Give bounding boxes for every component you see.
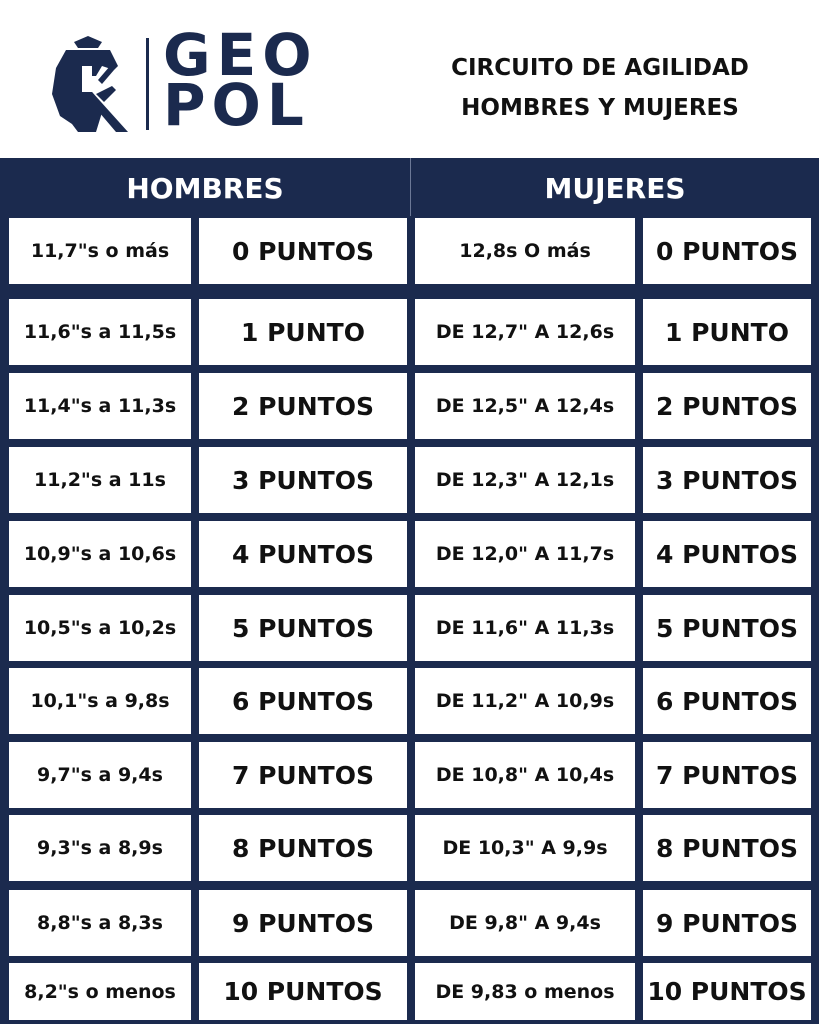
women-points-cell: 0 PUNTOS xyxy=(643,218,811,284)
score-table xyxy=(0,158,819,1024)
men-points-cell: 9 PUNTOS xyxy=(199,890,407,956)
women-points-cell: 9 PUNTOS xyxy=(643,890,811,956)
women-points-cell: 6 PUNTOS xyxy=(643,668,811,734)
women-points-cell: 7 PUNTOS xyxy=(643,742,811,808)
men-time-cell: 8,2"s o menos xyxy=(9,963,191,1020)
women-time-cell: DE 10,3" A 9,9s xyxy=(415,815,635,881)
page-title xyxy=(410,48,790,128)
men-time-cell: 11,2"s a 11s xyxy=(9,447,191,513)
women-time-cell: DE 11,2" A 10,9s xyxy=(415,668,635,734)
men-points-cell: 4 PUNTOS xyxy=(199,521,407,587)
men-points-cell: 5 PUNTOS xyxy=(199,595,407,661)
men-points-cell: 7 PUNTOS xyxy=(199,742,407,808)
women-time-cell: DE 9,8" A 9,4s xyxy=(415,890,635,956)
men-time-cell: 9,7"s a 9,4s xyxy=(9,742,191,808)
women-time-cell: DE 12,7" A 12,6s xyxy=(415,299,635,365)
men-points-cell: 0 PUNTOS xyxy=(199,218,407,284)
men-points-cell: 2 PUNTOS xyxy=(199,373,407,439)
title-line-2: HOMBRES Y MUJERES xyxy=(461,95,739,121)
men-time-cell: 11,4"s a 11,3s xyxy=(9,373,191,439)
column-header-men: HOMBRES xyxy=(126,172,284,205)
header xyxy=(0,0,819,158)
men-time-cell: 11,6"s a 11,5s xyxy=(9,299,191,365)
men-time-cell: 8,8"s a 8,3s xyxy=(9,890,191,956)
men-time-cell: 10,1"s a 9,8s xyxy=(9,668,191,734)
column-header-women: MUJERES xyxy=(544,172,686,205)
police-helmet-logo-icon xyxy=(52,36,132,132)
women-time-cell: DE 9,83 o menos xyxy=(415,963,635,1020)
logo-divider xyxy=(146,38,149,130)
women-time-cell: DE 10,8" A 10,4s xyxy=(415,742,635,808)
women-points-cell: 2 PUNTOS xyxy=(643,373,811,439)
men-points-cell: 1 PUNTO xyxy=(199,299,407,365)
women-points-cell: 10 PUNTOS xyxy=(643,963,811,1020)
women-time-cell: 12,8s O más xyxy=(415,218,635,284)
women-time-cell: DE 11,6" A 11,3s xyxy=(415,595,635,661)
women-points-cell: 5 PUNTOS xyxy=(643,595,811,661)
men-points-cell: 8 PUNTOS xyxy=(199,815,407,881)
women-points-cell: 1 PUNTO xyxy=(643,299,811,365)
women-points-cell: 3 PUNTOS xyxy=(643,447,811,513)
women-time-cell: DE 12,5" A 12,4s xyxy=(415,373,635,439)
women-points-cell: 4 PUNTOS xyxy=(643,521,811,587)
men-points-cell: 6 PUNTOS xyxy=(199,668,407,734)
men-points-cell: 10 PUNTOS xyxy=(199,963,407,1020)
men-points-cell: 3 PUNTOS xyxy=(199,447,407,513)
women-time-cell: DE 12,0" A 11,7s xyxy=(415,521,635,587)
title-line-1: CIRCUITO DE AGILIDAD xyxy=(451,55,749,81)
logo-line-1: GEO xyxy=(163,21,318,89)
logo-wordmark xyxy=(163,21,318,139)
men-time-cell: 10,5"s a 10,2s xyxy=(9,595,191,661)
men-time-cell: 10,9"s a 10,6s xyxy=(9,521,191,587)
women-points-cell: 8 PUNTOS xyxy=(643,815,811,881)
men-time-cell: 9,3"s a 8,9s xyxy=(9,815,191,881)
women-time-cell: DE 12,3" A 12,1s xyxy=(415,447,635,513)
logo-line-2: POL xyxy=(163,71,310,139)
men-time-cell: 11,7"s o más xyxy=(9,218,191,284)
